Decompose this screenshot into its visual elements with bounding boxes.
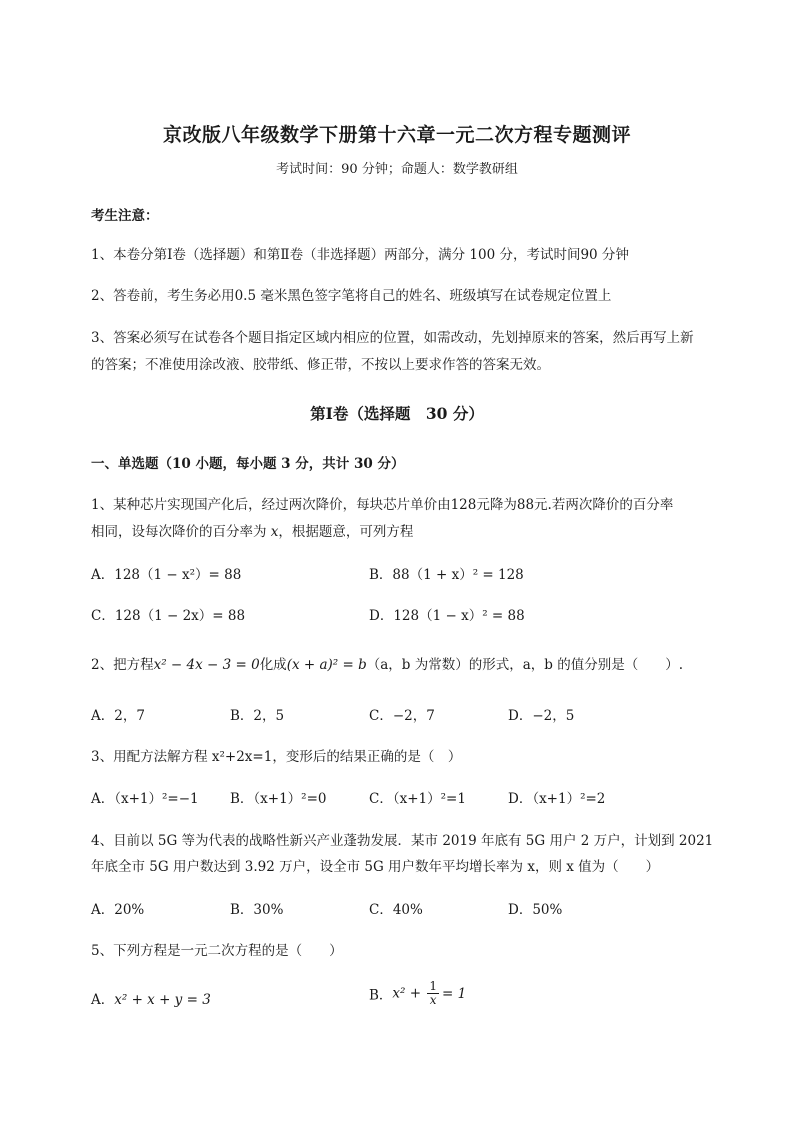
question-3-option-a: A．（x+1）²=−1 — [91, 791, 199, 807]
question-5: 5、下列方程是一元二次方程的是（ ） — [91, 943, 343, 959]
question-1-option-c: C．128（1 − 2x）= 88 — [91, 608, 246, 624]
question-4-option-c: C．40% — [369, 902, 423, 918]
question-1-option-a: A．128（1 − x²）= 88 — [91, 567, 242, 583]
question-3: 3、用配方法解方程 x²+2x=1，变形后的结果正确的是（ ） — [91, 749, 462, 765]
question-1-option-b: B．88（1 + x）² = 128 — [369, 567, 524, 583]
question-2-option-c: C．−2，7 — [369, 708, 435, 724]
question-2-equation-2: (x + a)² = b — [286, 657, 367, 673]
question-2 — [91, 653, 683, 673]
question-1-text: 相同，设每次降价的百分率为 — [91, 524, 271, 540]
question-2-option-a: A．2，7 — [91, 708, 145, 724]
notice-heading: 考生注意： — [91, 208, 159, 224]
part-heading: 一、单选题（10 小题，每小题 3 分，共计 30 分） — [91, 456, 405, 472]
question-5-option-b-label: B． — [369, 987, 393, 1004]
notice-item-3-cont: 的答案；不准使用涂改液、胶带纸、修正带，不按以上要求作答的答案无效。 — [91, 357, 550, 373]
section-title: 第Ⅰ卷（选择题 30 分） — [310, 404, 484, 423]
question-4-line-2: 年底全市 5G 用户数达到 3.92 万户，设全市 5G 用户数年平均增长率为 x，则 x 值为（ ） — [91, 859, 660, 875]
exam-title: 京改版八年级数学下册第十六章一元二次方程专题测评 — [162, 124, 631, 146]
question-2-suffix: （a，b 为常数）的形式，a，b 的值分别是（ ）. — [366, 657, 683, 673]
exam-subtitle: 考试时间：90 分钟；命题人：数学教研组 — [276, 162, 518, 177]
question-3-option-d: D．（x+1）²=2 — [508, 791, 606, 807]
question-5-option-b — [369, 980, 466, 1007]
fraction-denominator: x — [429, 993, 437, 1007]
question-1-option-d: D．128（1 − x）² = 88 — [369, 608, 525, 624]
question-5-option-a-label: A． — [91, 992, 115, 1008]
question-5-option-b-equation-post: = 1 — [441, 985, 467, 1002]
notice-item-2: 2、答卷前，考生务必用0.5 毫米黑色签字笔将自己的姓名、班级填写在试卷规定位置上 — [91, 288, 612, 304]
fraction-numerator: 1 — [429, 979, 437, 993]
question-4-option-b: B．30% — [230, 902, 284, 918]
question-3-option-c: C．（x+1）²=1 — [369, 791, 466, 807]
notice-item-1: 1、本卷分第Ⅰ卷（选择题）和第Ⅱ卷（非选择题）两部分，满分 100 分，考试时间90 分钟 — [91, 247, 629, 263]
question-5-option-b-equation-pre: x² + — [392, 985, 426, 1002]
question-1-var: x — [270, 524, 279, 540]
question-3-option-b: B．（x+1）²=0 — [230, 791, 327, 807]
question-2-equation-1: x² − 4x − 3 = 0 — [153, 657, 260, 673]
question-2-option-b: B．2，5 — [230, 708, 285, 724]
question-2-mid: 化成 — [259, 657, 287, 673]
question-1-line-2 — [91, 520, 413, 540]
notice-item-3: 3、答案必须写在试卷各个题目指定区域内相应的位置，如需改动，先划掉原来的答案，然后再写上新 — [91, 330, 694, 346]
question-5-option-a — [91, 988, 211, 1008]
question-1-text-end: ，根据题意，可列方程 — [278, 524, 414, 540]
question-2-option-d: D．−2，5 — [508, 708, 575, 724]
question-5-option-b-fraction — [427, 980, 439, 1007]
question-2-prefix: 2、把方程 — [91, 657, 154, 673]
question-5-option-a-equation: x² + x + y = 3 — [114, 992, 211, 1008]
question-4-line-1: 4、目前以 5G 等为代表的战略性新兴产业蓬勃发展．某市 2019 年底有 5G 用户 2 万户，计划到 2021 — [91, 833, 714, 849]
question-4-option-a: A．20% — [91, 902, 145, 918]
question-1-line-1: 1、某种芯片实现国产化后，经过两次降价，每块芯片单价由128元降为88元.若两次降价的百分率 — [91, 497, 674, 513]
question-4-option-d: D．50% — [508, 902, 563, 918]
